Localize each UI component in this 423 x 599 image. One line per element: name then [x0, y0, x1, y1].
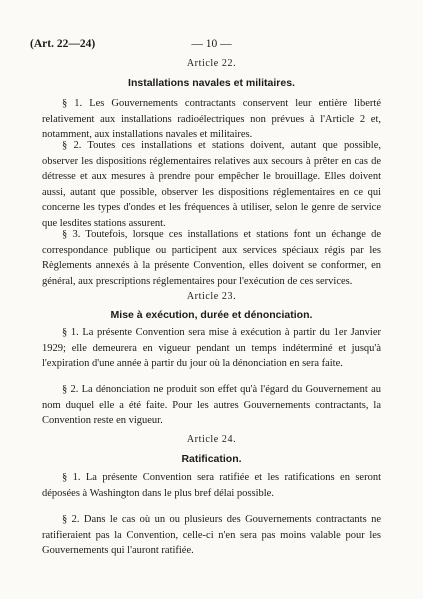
article-23-paragraph-1: § 1. La présente Convention sera mise à exécution à partir du 1er Janvier 1929; elle demeurera en vigueur pendant un temps indéterminé et jusqu'à l'expiration d'une année à partir du jour où la dénonciation en sera faite.: [42, 327, 381, 370]
article-22-paragraph-3: § 3. Toutefois, lorsque ces installations et stations font un échange de correspondance publique ou participent aux services spéciaux régis par les Règlements annexés à la présente Convention, elles doivent se conformer, en général, aux prescriptions réglementaires pour l'exécution de ces services.: [42, 229, 381, 287]
article-22-paragraph-1: § 1. Les Gouvernements contractants conservent leur entière liberté relativement aux installations radioélectriques non prévues à l'Article 2 et, notamment, aux installations navales et militaires.: [42, 98, 381, 141]
article-22-title: Installations navales et militaires.: [128, 77, 295, 89]
article-23-paragraph-2: § 2. La dénonciation ne produit son effet qu'à l'égard du Gouvernement au nom duquel elle a été faite. Pour les autres Gouvernements contractants, la Convention reste en vigueur.: [42, 384, 381, 427]
article-23-title: Mise à exécution, durée et dénonciation.: [110, 309, 313, 321]
article-24-paragraph-1: § 1. La présente Convention sera ratifiée et les ratifications en seront déposées à Washington dans le plus bref délai possible.: [42, 472, 381, 499]
page-number: — 10 —: [191, 38, 232, 50]
article-22-heading: Article 22.: [186, 58, 237, 69]
article-24-title: Ratification.: [181, 453, 242, 465]
article-22-paragraph-2: § 2. Toutes ces installations et stations doivent, autant que possible, observer les dispositions réglementaires relatives aux secours à prêter en cas de détresse et aux mesures à prendre pour empêcher le brouillage. Elles doivent aussi, autant que possible, observer les dispositions réglementaires en ce qui concerne les types d'ondes et les fréquences à utiliser, selon le genre de service que lesdites stations assurent.: [42, 140, 381, 229]
article-range-header: (Art. 22—24): [30, 38, 96, 50]
article-24-paragraph-2: § 2. Dans le cas où un ou plusieurs des Gouvernements contractants ne ratifieraient pas la Convention, celle-ci n'en sera pas moins valable pour les Gouvernements qui l'auront ratifiée.: [42, 514, 381, 557]
article-23-heading: Article 23.: [186, 291, 237, 302]
article-24-heading: Article 24.: [186, 434, 237, 445]
